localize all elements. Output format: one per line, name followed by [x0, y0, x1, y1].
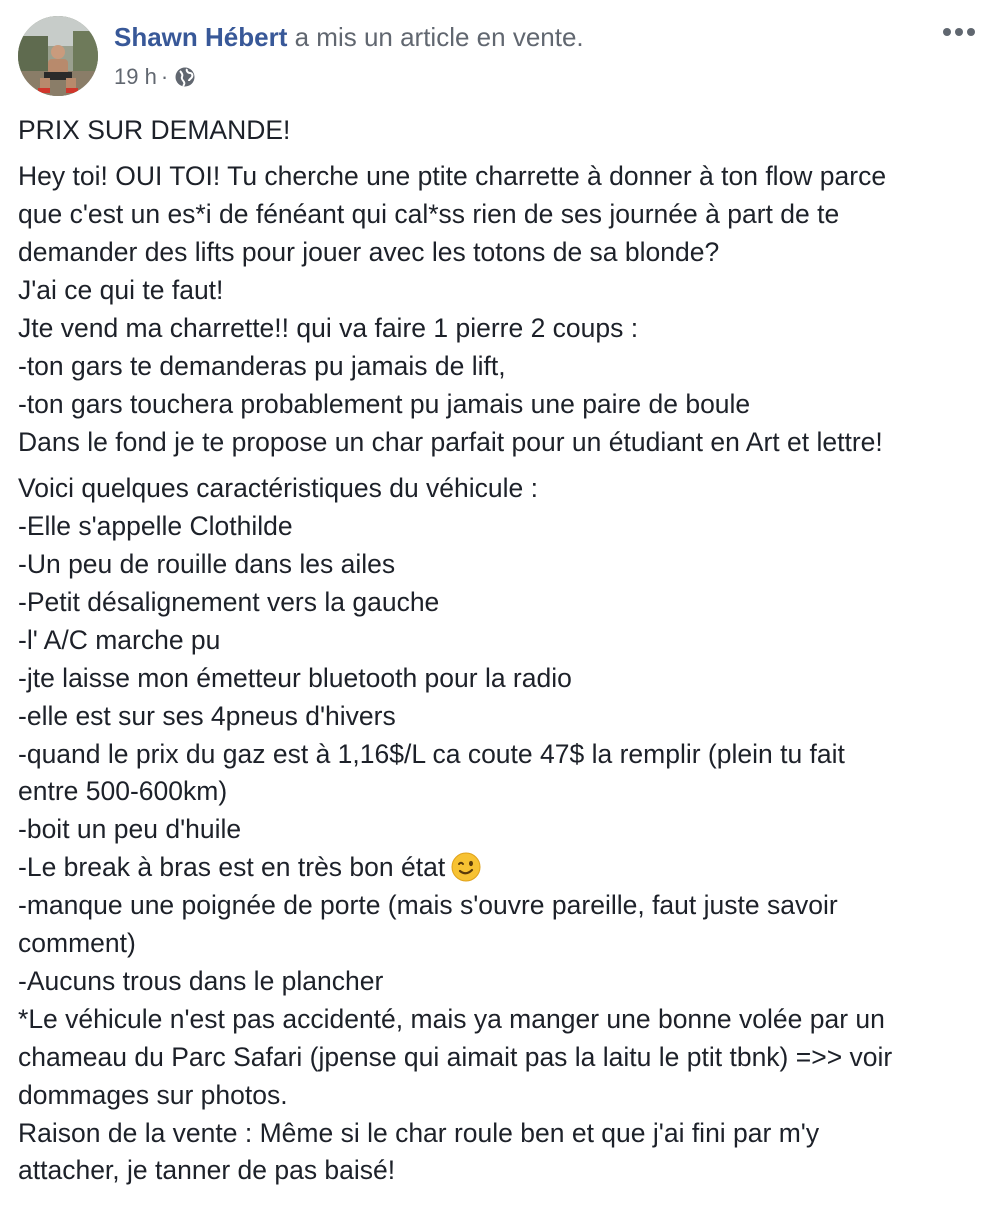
post-text: Voici quelques caractéristiques du véhicule : — [18, 473, 538, 504]
post-action-text: a mis un article en vente. — [294, 22, 584, 52]
post-text-line — [18, 112, 978, 150]
more-options-icon[interactable] — [942, 18, 976, 46]
post-text-line — [18, 811, 978, 849]
post-text-line — [18, 196, 978, 234]
post-text-line — [18, 963, 978, 1001]
post-text-line — [18, 508, 978, 546]
post-text-line — [18, 849, 978, 887]
profile-photo-icon — [18, 16, 98, 96]
post-body — [18, 112, 978, 1199]
post-text: comment) — [18, 928, 136, 959]
post-text: -boit un peu d'huile — [18, 814, 242, 845]
post-text-line — [18, 158, 978, 196]
post-text-line — [18, 925, 978, 963]
post-text-line — [18, 386, 978, 424]
post-text: *Le véhicule n'est pas accidenté, mais ya manger une bonne volée par un — [18, 1003, 885, 1034]
post-text-line — [18, 622, 978, 660]
post-text-line — [18, 660, 978, 698]
post-text: J'ai ce qui te faut! — [18, 275, 224, 306]
post-text-line — [18, 1077, 978, 1115]
post-text: -elle est sur ses 4pneus d'hivers — [18, 700, 396, 731]
post-paragraph — [18, 112, 978, 150]
post-text-line — [18, 773, 978, 811]
post-text-line — [18, 272, 978, 310]
post-text-line — [18, 1001, 978, 1039]
post-text: demander des lifts pour jouer avec les totons de sa blonde? — [18, 237, 720, 268]
timestamp-link[interactable]: 19 h — [114, 64, 157, 89]
post-text: dommages sur photos. — [18, 1079, 288, 1110]
post-text: attacher, je tanner de pas baisé! — [18, 1155, 396, 1186]
post-header — [114, 20, 584, 54]
meta-separator: · — [160, 64, 169, 89]
post-text: chameau du Parc Safari (jpense qui aimait pas la laitu le ptit tbnk) =>> voir — [18, 1041, 893, 1072]
post-text-line — [18, 887, 978, 925]
post-text: -quand le prix du gaz est à 1,16$/L ca coute 47$ la remplir (plein tu fait — [18, 738, 845, 769]
post-text: -Elle s'appelle Clothilde — [18, 511, 293, 542]
post-text: PRIX SUR DEMANDE! — [18, 115, 291, 145]
post-text-line — [18, 310, 978, 348]
post-paragraph — [18, 158, 978, 461]
post-paragraph — [18, 470, 978, 1190]
author-name-link[interactable]: Shawn Hébert — [114, 22, 288, 52]
post-text-line — [18, 470, 978, 508]
post-text: -l' A/C marche pu — [18, 624, 221, 655]
post-text-line — [18, 234, 978, 272]
post-text: -Aucuns trous dans le plancher — [18, 965, 384, 996]
post-text-line — [18, 1115, 978, 1153]
post-text-line — [18, 1152, 978, 1190]
globe-icon[interactable] — [174, 66, 196, 88]
post-meta — [114, 62, 196, 92]
post-text: -ton gars touchera probablement pu jamais une paire de boule — [18, 388, 751, 419]
post-text: -Un peu de rouille dans les ailes — [18, 548, 396, 579]
post-text: -ton gars te demanderas pu jamais de lift, — [18, 350, 506, 381]
avatar[interactable] — [18, 16, 98, 96]
post-text: Raison de la vente : Même si le char roule ben et que j'ai fini par m'y — [18, 1117, 820, 1148]
post-text-line — [18, 1039, 978, 1077]
post-text: entre 500-600km) — [18, 776, 228, 807]
post-text: que c'est un es*i de fénéant qui cal*ss rien de ses journée à part de te — [18, 199, 840, 230]
post-text-line — [18, 584, 978, 622]
post-text: -Le break à bras est en très bon état — [18, 852, 446, 883]
post-text: Hey toi! OUI TOI! Tu cherche une ptite charrette à donner à ton flow parce — [18, 161, 887, 192]
post-text-line — [18, 698, 978, 736]
winking-face-emoji-icon — [451, 852, 481, 882]
post-text-line — [18, 348, 978, 386]
post-text-line — [18, 546, 978, 584]
post-text-line — [18, 736, 978, 774]
post-text: -Petit désalignement vers la gauche — [18, 586, 440, 617]
post-text-line — [18, 424, 978, 462]
post-text: -manque une poignée de porte (mais s'ouvre pareille, faut juste savoir — [18, 890, 838, 921]
post-text: -jte laisse mon émetteur bluetooth pour la radio — [18, 662, 572, 693]
post-text: Dans le fond je te propose un char parfait pour un étudiant en Art et lettre! — [18, 426, 883, 457]
post-text: Jte vend ma charrette!! qui va faire 1 pierre 2 coups : — [18, 313, 639, 344]
